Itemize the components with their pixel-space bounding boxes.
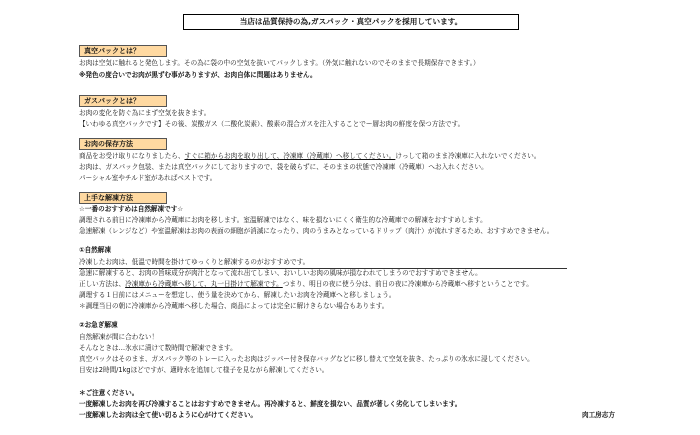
natural-thaw-text-3 [79,279,533,289]
storage-text-1a: 商品をお受け取りになりましたら、 [79,152,185,160]
natural-thaw-text-4: 調理する１日前にはメニューを想定し、使う量を決めてから、解凍したいお肉を冷蔵庫へと移しましょう。 [79,291,396,299]
quick-thaw-text-1: 自然解凍が間に合わない！ [79,333,159,341]
natural-thaw-text-3-underlined: 冷凍庫から冷蔵庫へ移して、丸一日掛けて解凍です。 [125,280,283,288]
gas-text-1: お肉の変化を防ぐ為にまず空気を抜きます。 [79,109,211,117]
caution-text-2: 一度解凍したお肉は全て使い切るように心がけてください。 [79,411,258,419]
quick-thaw-heading: ②お急ぎ解凍 [79,321,118,329]
thaw-best-text-2: 急速解凍（レンジなど）や室温解凍はお肉の表面の細胞が消滅になったり、肉のうまみとなっているドリップ（肉汁）が流れすぎるため、おすすめできません。 [79,227,554,235]
natural-thaw-heading: ①自然解凍 [79,246,111,254]
storage-text-1 [79,151,540,161]
natural-thaw-text-2: 急速に解凍すると、お肉の旨味成分が肉汁となって流れ出てしまい、おいしいお肉の風味が損なわれてしまうのでおすすめできません。 [79,269,482,277]
quick-thaw-text-4: 目安は2時間/1kgほどですが、適時水を追加して様子を見ながら解凍してください。 [79,366,329,374]
storage-text-2: お肉は、ガスパック包装、または真空パックにしておりますので、袋を破らずに、そのままの状態で冷凍庫（冷蔵庫）へお入れください。 [79,163,488,171]
caution-heading: ＊ご注意ください。 [79,389,139,397]
natural-thaw-text-3a: 正しい方法は、 [79,280,126,288]
caution-text-1: 一度解凍したお肉を再び冷凍することはおすすめできません。再冷凍すると、鮮度を損ない、品質が著しく劣化してしまいます。 [79,400,462,408]
natural-thaw-text-1: 冷凍したお肉は、低温で時間を掛けてゆっくりと解凍するのがおすすめです。 [79,258,310,266]
vacuum-note: ※発色の度合いでお肉が黒ずむ事がありますが、お肉自体に問題はありません。 [79,71,317,79]
notice-banner: 当店は品質保持の為,ガスパック・真空パックを採用しています。 [183,14,519,30]
thaw-best-text-1: 調理される前日に冷凍庫から冷蔵庫にお肉を移します。室温解凍ではなく、味を損ないにくく衛生的な冷蔵庫での解凍をおすすめします。 [79,216,487,224]
storage-text-1-underlined: すぐに箱からお肉を取り出して、冷凍庫（冷蔵庫）へ移してください。 [184,152,396,160]
section-header-vacuum: 真空パックとは？ [79,45,167,57]
natural-thaw-text-5: ＊調理当日の朝に冷凍庫から冷蔵庫へ移した場合、商品によっては完全に解けきらない場合もあります。 [79,302,389,310]
storage-text-1b: けっして箱のまま冷凍庫に入れないでください。 [395,152,541,160]
storage-text-3: パーシャル室やチルド室があればベストです。 [79,174,217,182]
shop-signature: 肉工房志方 [582,411,615,419]
vacuum-text-1: お肉は空気に触れると発色します。その為に袋の中の空気を抜いてパックします。（外気に触れないのでそのままで長期保存できます。） [79,59,480,67]
section-header-storage: お肉の保存方法 [79,138,167,150]
thaw-best-heading: ☆一番のおすすめは自然解凍です☆ [79,205,184,213]
gas-text-2: 【いわゆる真空パックです】その後、炭酸ガス（二酸化炭素）、酸素の混合ガスを注入することでー層お肉の鮮度を保つ方法です。 [79,120,465,128]
quick-thaw-text-2: そんなときは…氷水に漬けて数時間で解凍できます。 [79,344,237,352]
section-header-thaw: 上手な解凍方法 [79,192,167,204]
quick-thaw-text-3: 真空パックはそのまま、ガスパック等のトレーに入ったお肉はジッパー付き保存バッグなどに移し替えて空気を抜き、たっぷりの氷水に浸してください。 [79,355,534,363]
section-header-gas: ガスパックとは？ [79,95,167,107]
natural-thaw-text-3b: つまり、明日の夜に使う分は、前日の夜に冷凍庫から冷蔵庫へ移すということです。 [282,280,533,288]
